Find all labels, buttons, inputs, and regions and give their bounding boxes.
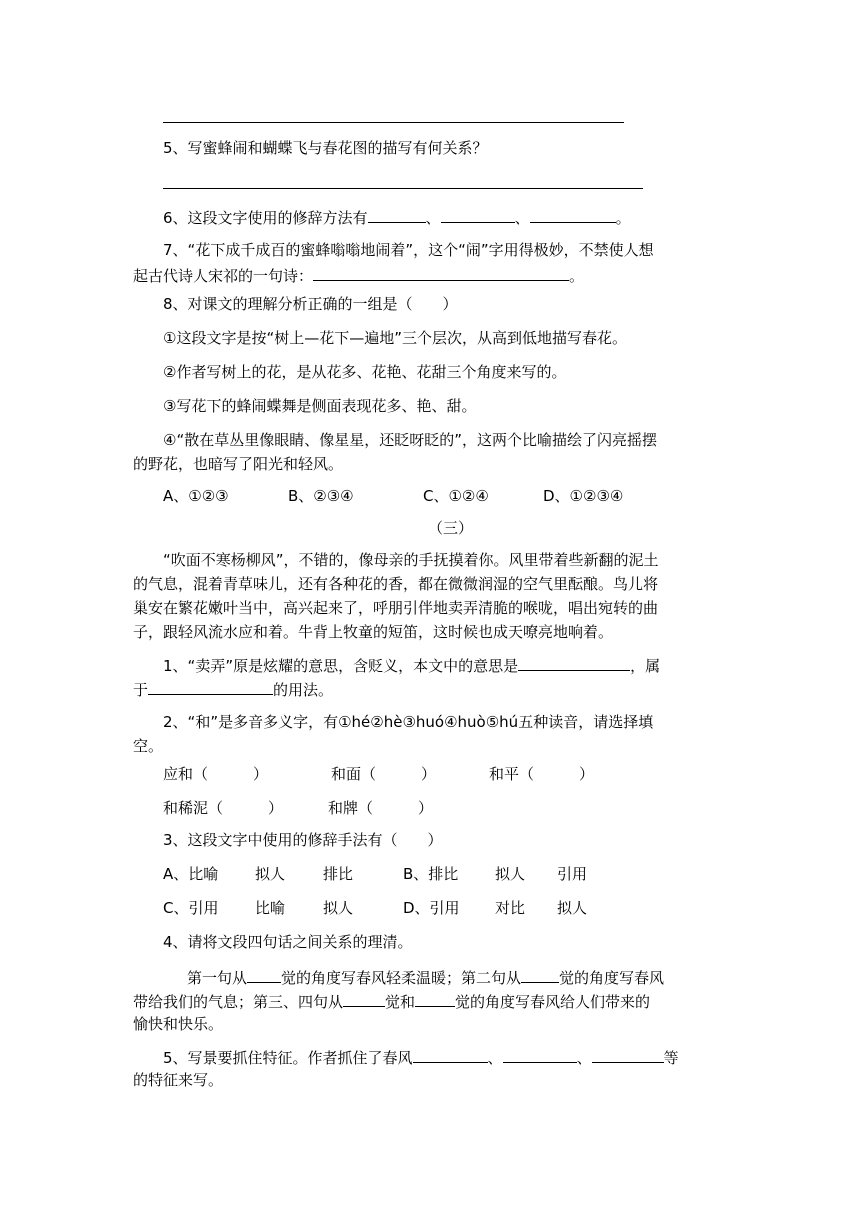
p5-line1: 5、写景要抓住特征。作者抓住了春风 、 、 等: [163, 1044, 679, 1070]
p2-line1: 2、“和”是多音多义字，有①hé②hè③huó④huò⑤hú五种读音，请选择填: [163, 713, 654, 731]
option-c: C、①②④: [423, 487, 489, 505]
passage-line: 巢安在繁花嫩叶当中，高兴起来了，呼朋引伴地卖弄清脆的喉咙，唱出宛转的曲: [133, 599, 659, 617]
p1-line2: 于 的用法。: [133, 676, 333, 702]
p3-row1: A、比喻 拟人 排比 B、排比 拟人 引用: [163, 865, 588, 883]
section-heading: （三）: [428, 519, 474, 537]
p4-line2: 带给我们的气息；第三、四句从 觉和 觉的角度写春风给人们带来的: [133, 988, 650, 1014]
passage-line: “吹面不寒杨柳风”，不错的，像母亲的手抚摸着你。风里带着些新翻的泥土: [163, 551, 659, 569]
p3-stem: 3、这段文字中使用的修辞手法有（ ）: [163, 831, 443, 849]
option-b: B、②③④: [288, 487, 354, 505]
p5-line2: 的特征来写。: [133, 1071, 224, 1089]
p4-line3: 愉快和快乐。: [133, 1015, 224, 1033]
q8-options: [163, 484, 623, 508]
q7-line1: 7、“花下成千成百的蜜蜂嗡嗡地闹着”，这个“闹”字用得极妙，不禁使人想: [163, 241, 654, 259]
answer-line: [163, 188, 643, 189]
option-a: A、①②③: [163, 487, 229, 505]
p2-row1: 应和（ ） 和面（ ） 和平（ ）: [163, 765, 595, 783]
q8-stem: 8、对课文的理解分析正确的一组是（ ）: [163, 295, 458, 313]
p2-line2: 空。: [133, 737, 164, 755]
p3-row2: C、引用 比喻 拟人 D、引用 对比 拟人: [163, 899, 588, 917]
q8-s1: ①这段文字是按“树上—花下—遍地”三个层次，从高到低地描写春花。: [163, 329, 627, 347]
q8-s4b: 的野花，也暗写了阳光和轻风。: [133, 455, 344, 473]
q8-s4a: ④“散在草丛里像眼睛、像星星，还眨呀眨的”，这两个比喻描绘了闪亮摇摆: [163, 431, 657, 449]
q7-line2: 起古代诗人宋祁的一句诗： 。: [133, 262, 584, 288]
p4-stem: 4、请将文段四句话之间关系的理清。: [163, 933, 413, 951]
p2-row2: 和稀泥（ ） 和牌（ ）: [163, 799, 434, 817]
q5: 5、写蜜蜂闹和蝴蝶飞与春花图的描写有何关系？: [163, 139, 488, 157]
passage-line: 子，跟轻风流水应和着。牛背上牧童的短笛，这时候也成天嘹亮地响着。: [133, 623, 614, 641]
passage-line: 的气息，混着青草味儿，还有各种花的香，都在微微润湿的空气里酝酿。鸟儿将: [133, 575, 659, 593]
q6: 6、这段文字使用的修辞方法有 、 、 。: [163, 204, 631, 230]
p4-line1: 第一句从 觉的角度写春风轻柔温暖；第二句从 觉的角度写春风: [187, 964, 664, 990]
option-d: D、①②③④: [543, 487, 624, 505]
q8-s2: ②作者写树上的花，是从花多、花艳、花甜三个角度来写的。: [163, 363, 567, 381]
q8-s3: ③写花下的蜂闹蝶舞是侧面表现花多、艳、甜。: [163, 397, 477, 415]
p1-line1: 1、“卖弄”原是炫耀的意思，含贬义，本文中的意思是 ，属: [163, 652, 660, 678]
answer-line: [163, 122, 624, 123]
